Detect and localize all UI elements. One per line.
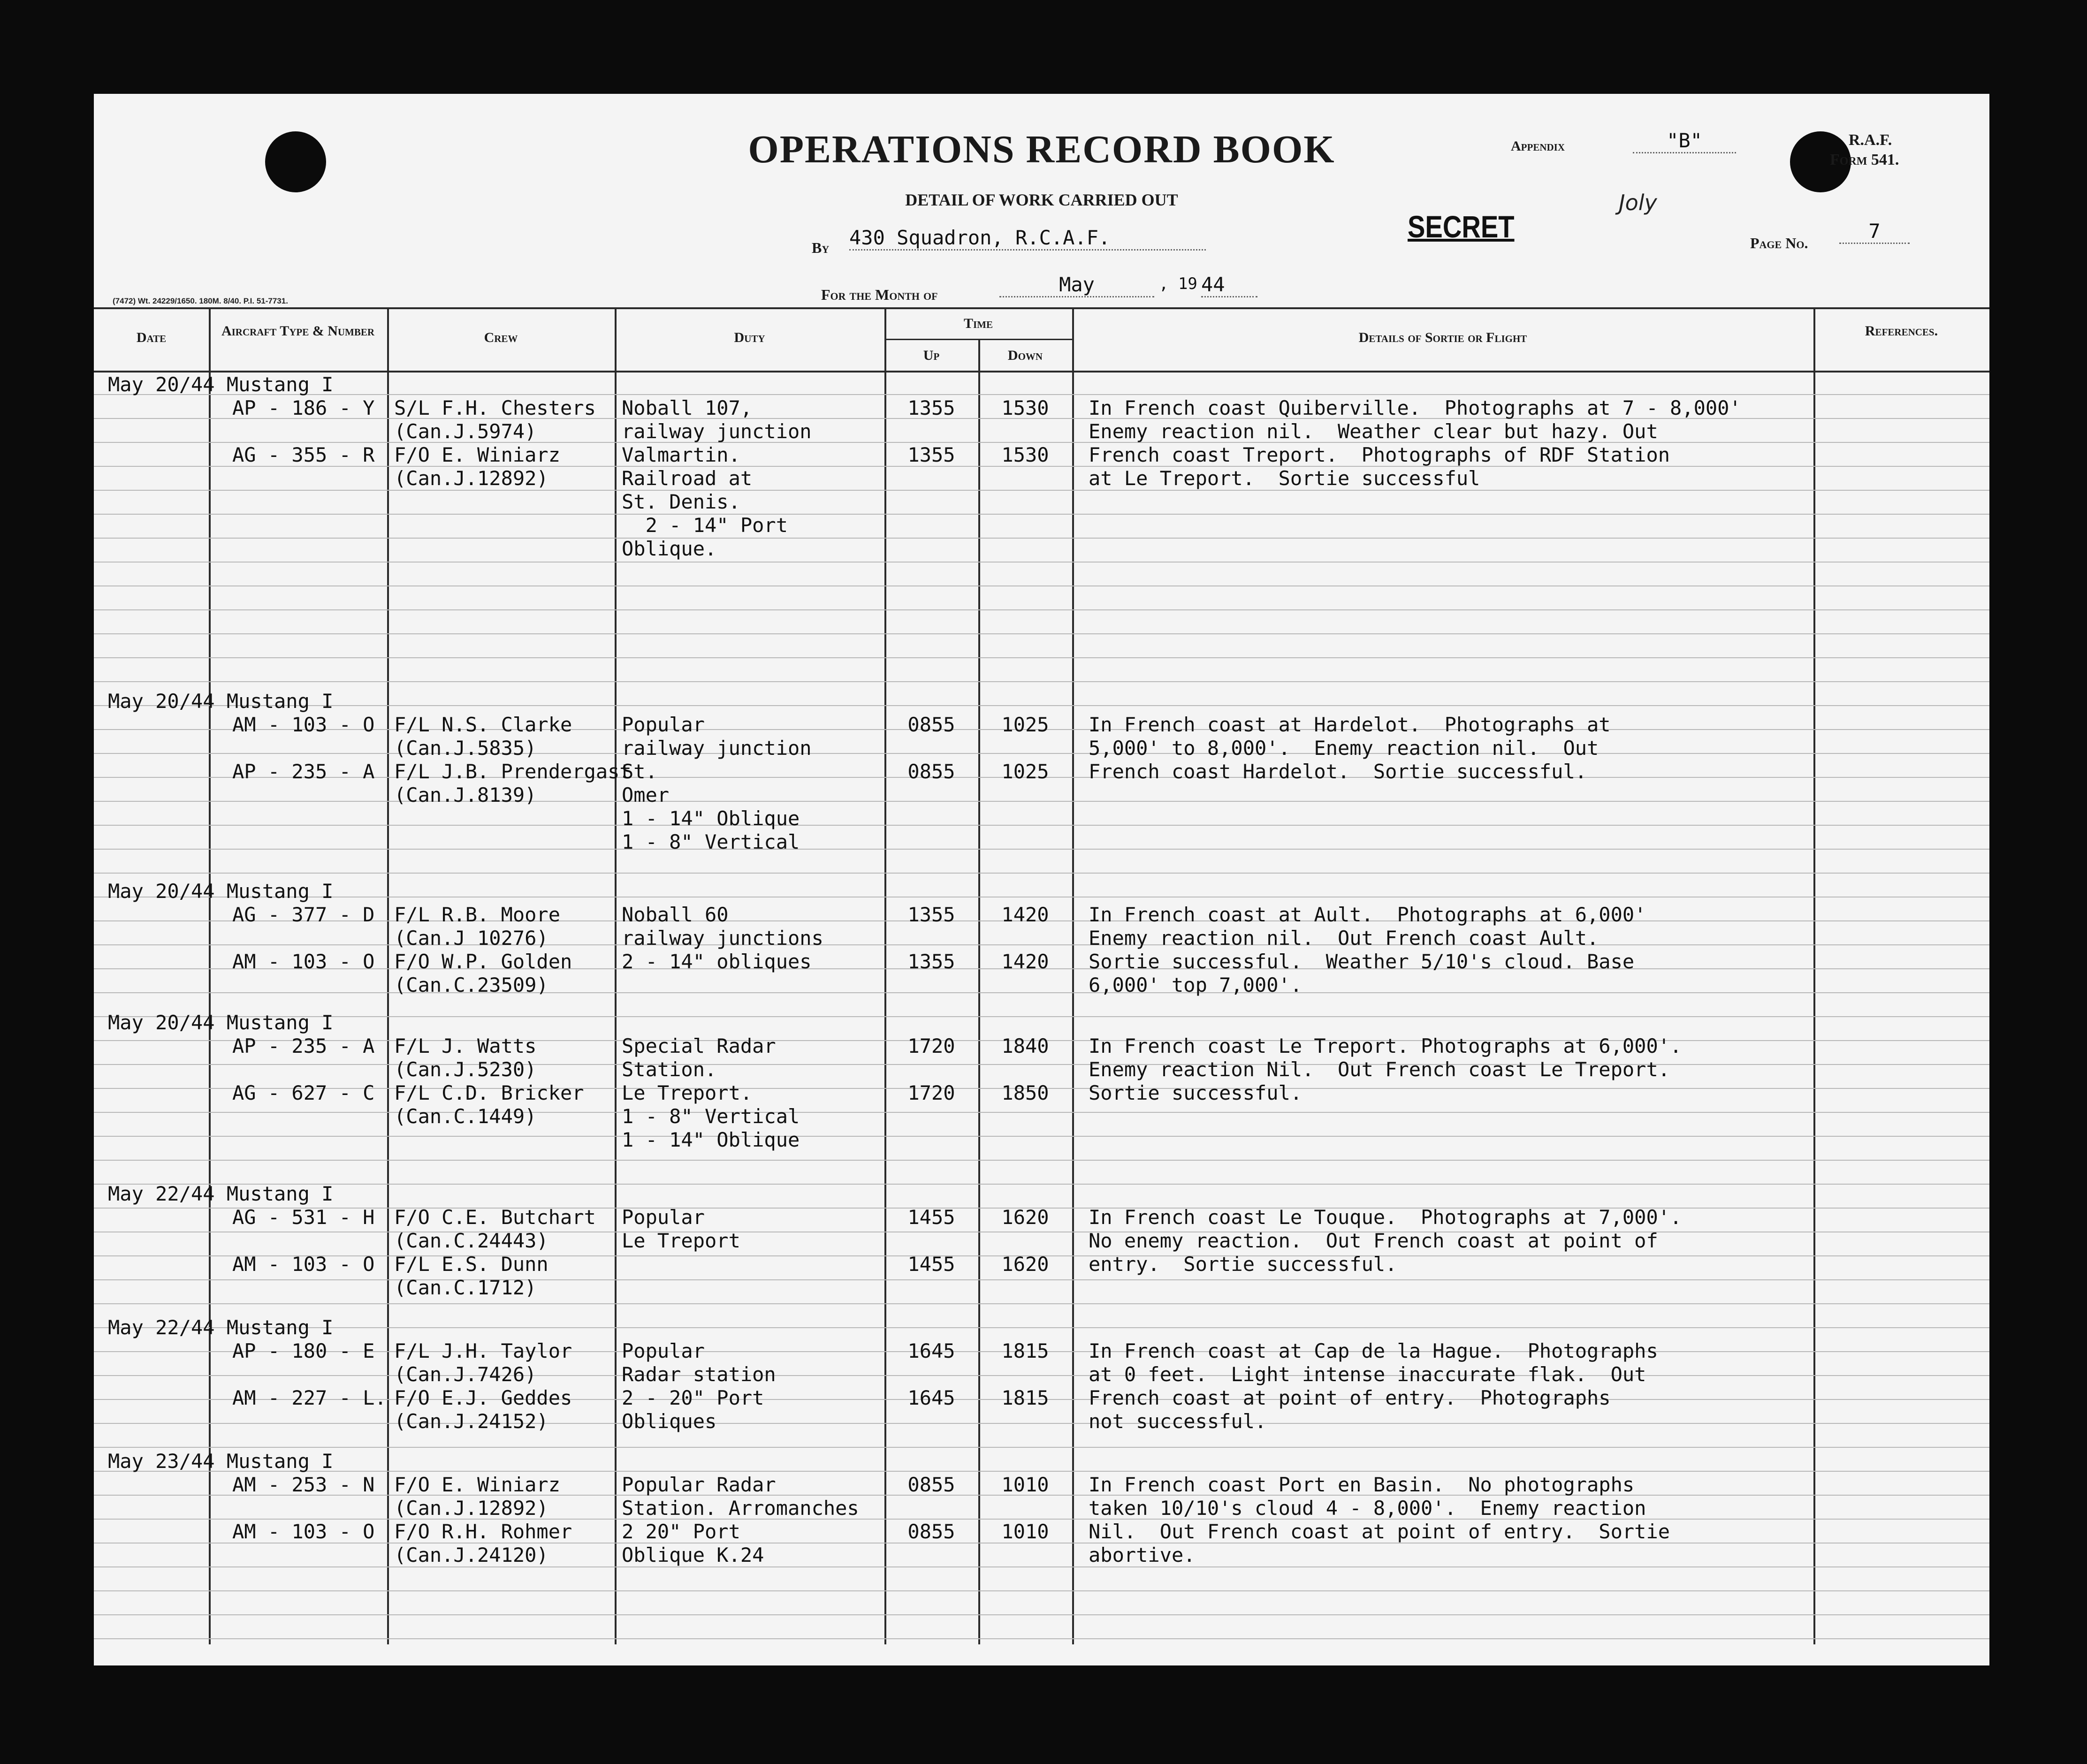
- col-divider-1: [209, 307, 211, 1644]
- col-divider-7: [1813, 307, 1815, 1644]
- duty-line: Station. Arromanches: [622, 1497, 859, 1520]
- sortie-details: In French coast Le Treport. Photographs at 6,000'.: [1089, 1034, 1682, 1057]
- appendix-value: "B": [1633, 129, 1736, 153]
- ruled-line: [94, 1016, 1989, 1017]
- sortie-details: Nil. Out French coast at point of entry. Sortie: [1089, 1520, 1670, 1543]
- sortie-details: In French coast at Cap de la Hague. Photographs: [1089, 1339, 1658, 1362]
- duty-line: 2 - 14" obliques: [622, 950, 812, 973]
- year-prefix: , 19: [1159, 274, 1197, 293]
- printer-imprint: (7472) Wt. 24229/1650. 180M. 8/40. P.I. 51-7731.: [113, 297, 288, 305]
- crew-member: F/L R.B. Moore: [394, 903, 561, 926]
- duty-line: Popular: [622, 1339, 705, 1362]
- ruled-line: [94, 1064, 1989, 1065]
- crew-member: F/O E. Winiarz: [394, 1473, 561, 1496]
- duty-line: Popular: [622, 713, 705, 736]
- time-up: 1645: [907, 1339, 955, 1362]
- time-up: 0855: [907, 1473, 955, 1496]
- time-down: 1815: [1001, 1386, 1049, 1409]
- duty-line: Railroad at: [622, 467, 753, 490]
- ruled-line: [94, 562, 1989, 563]
- time-up: 1355: [907, 950, 955, 973]
- secret-stamp: SECRET: [1408, 209, 1515, 244]
- ruled-line: [94, 753, 1989, 754]
- crew-member: (Can.J.12892): [394, 467, 548, 490]
- duty-line: 1 - 14" Oblique: [622, 1128, 800, 1151]
- ruled-line: [94, 1327, 1989, 1328]
- sortie-details: at Le Treport. Sortie successful: [1089, 467, 1480, 490]
- aircraft-number: AG - 355 - R: [232, 443, 375, 466]
- entry-date-line: May 23/44 Mustang I: [108, 1450, 334, 1473]
- sortie-details: at 0 feet. Light intense inaccurate flak. Out: [1089, 1363, 1646, 1386]
- page-title: OPERATIONS RECORD BOOK: [748, 128, 1335, 171]
- col-header-references: References.: [1865, 323, 1938, 339]
- duty-line: St. Denis.: [622, 490, 740, 513]
- col-header-date: Date: [136, 330, 167, 345]
- time-down: 1530: [1001, 396, 1049, 419]
- crew-member: F/O R.H. Rohmer: [394, 1520, 572, 1543]
- crew-member: (Can.J.5835): [394, 737, 537, 760]
- month-value: May: [999, 273, 1154, 297]
- time-down: 1815: [1001, 1339, 1049, 1362]
- crew-member: F/L J. Watts: [394, 1034, 537, 1057]
- time-down: 1620: [1001, 1206, 1049, 1229]
- crew-member: (Can.J.8139): [394, 783, 537, 806]
- aircraft-number: AM - 227 - L.: [232, 1386, 387, 1409]
- ruled-line: [94, 1471, 1989, 1472]
- time-down: 1840: [1001, 1034, 1049, 1057]
- time-down: 1025: [1001, 760, 1049, 783]
- crew-member: (Can.J.7426): [394, 1363, 537, 1386]
- sortie-details: French coast at point of entry. Photographs: [1089, 1386, 1611, 1409]
- col-header-crew: Crew: [484, 330, 518, 345]
- duty-line: Obliques: [622, 1410, 717, 1433]
- ruled-line: [94, 1112, 1989, 1113]
- aircraft-number: AP - 186 - Y: [232, 396, 375, 419]
- ruled-line: [94, 873, 1989, 874]
- duty-line: 1 - 8" Vertical: [622, 1105, 800, 1128]
- crew-member: (Can.J 10276): [394, 927, 548, 950]
- crew-member: F/L E.S. Dunn: [394, 1253, 548, 1276]
- page-number-value: 7: [1839, 220, 1910, 244]
- header-bottom-rule: [94, 371, 1989, 373]
- duty-line: St.: [622, 760, 657, 783]
- aircraft-number: AG - 377 - D: [232, 903, 375, 926]
- col-divider-6: [1072, 307, 1074, 1644]
- form-line-1: R.A.F.: [1849, 131, 1892, 149]
- ruled-line: [94, 992, 1989, 993]
- aircraft-number: AP - 235 - A: [232, 1034, 375, 1057]
- sortie-details: In French coast Quiberville. Photographs at 7 - 8,000': [1089, 396, 1741, 419]
- crew-member: (Can.J.5974): [394, 420, 537, 443]
- sortie-details: Sortie successful.: [1089, 1081, 1302, 1104]
- crew-member: (Can.C.1449): [394, 1105, 537, 1128]
- crew-member: F/O C.E. Butchart: [394, 1206, 596, 1229]
- time-down: 1620: [1001, 1253, 1049, 1276]
- time-up: 0855: [907, 713, 955, 736]
- ruled-line: [94, 1566, 1989, 1567]
- handwritten-initials: Joly: [1619, 190, 1657, 215]
- duty-line: 2 - 14" Port: [622, 514, 788, 537]
- ruled-line: [94, 442, 1989, 443]
- ruled-line: [94, 514, 1989, 515]
- sortie-details: abortive.: [1089, 1544, 1196, 1566]
- duty-line: 1 - 14" Oblique: [622, 807, 800, 830]
- ruled-line: [94, 1590, 1989, 1591]
- duty-line: railway junction: [622, 420, 812, 443]
- sortie-details: taken 10/10's cloud 4 - 8,000'. Enemy reaction: [1089, 1497, 1646, 1520]
- entry-date-line: May 20/44 Mustang I: [108, 880, 334, 903]
- subtitle: DETAIL OF WORK CARRIED OUT: [905, 190, 1178, 209]
- ruled-line: [94, 1160, 1989, 1161]
- crew-member: F/O E.J. Geddes: [394, 1386, 572, 1409]
- aircraft-number: AG - 627 - C: [232, 1081, 375, 1104]
- ruled-line: [94, 538, 1989, 539]
- time-down: 1025: [1001, 713, 1049, 736]
- aircraft-number: AG - 531 - H: [232, 1206, 375, 1229]
- duty-line: railway junction: [622, 737, 812, 760]
- time-up: 1720: [907, 1081, 955, 1104]
- duty-line: Le Treport: [622, 1229, 740, 1252]
- duty-line: Popular: [622, 1206, 705, 1229]
- crew-member: (Can.C.1712): [394, 1276, 537, 1299]
- ruled-line: [94, 585, 1989, 586]
- duty-line: Station.: [622, 1058, 717, 1081]
- ruled-line: [94, 1519, 1989, 1520]
- duty-line: Omer: [622, 783, 670, 806]
- ruled-line: [94, 394, 1989, 395]
- sortie-details: Enemy reaction Nil. Out French coast Le Treport.: [1089, 1058, 1670, 1081]
- sortie-details: In French coast Le Touque. Photographs at 7,000'.: [1089, 1206, 1682, 1229]
- col-divider-3: [615, 307, 617, 1644]
- time-up: 1720: [907, 1034, 955, 1057]
- aircraft-number: AM - 103 - O: [232, 1520, 375, 1543]
- aircraft-number: AM - 103 - O: [232, 713, 375, 736]
- duty-line: Special Radar: [622, 1034, 776, 1057]
- sortie-details: Sortie successful. Weather 5/10's cloud. Base: [1089, 950, 1635, 973]
- col-header-duty: Duty: [734, 330, 765, 345]
- sortie-details: French coast Treport. Photographs of RDF Station: [1089, 443, 1670, 466]
- sortie-details: In French coast at Ault. Photographs at 6,000': [1089, 903, 1646, 926]
- time-down: 1010: [1001, 1520, 1049, 1543]
- record-sheet: [94, 94, 1989, 1665]
- time-up: 1355: [907, 903, 955, 926]
- page-number-label: Page No.: [1750, 235, 1808, 251]
- sortie-details: entry. Sortie successful.: [1089, 1253, 1397, 1276]
- time-up: 1455: [907, 1253, 955, 1276]
- crew-member: (Can.C.24443): [394, 1229, 548, 1252]
- time-up: 0855: [907, 760, 955, 783]
- crew-member: F/O E. Winiarz: [394, 443, 561, 466]
- ruled-line: [94, 705, 1989, 706]
- time-up: 1455: [907, 1206, 955, 1229]
- crew-member: F/L C.D. Bricker: [394, 1081, 584, 1104]
- crew-member: (Can.J.12892): [394, 1497, 548, 1520]
- entry-date-line: May 20/44 Mustang I: [108, 373, 334, 396]
- ruled-line: [94, 1303, 1989, 1304]
- duty-line: 2 20" Port: [622, 1520, 740, 1543]
- aircraft-number: AM - 103 - O: [232, 1253, 375, 1276]
- ruled-line: [94, 1638, 1989, 1639]
- ruled-line: [94, 657, 1989, 658]
- time-down: 1420: [1001, 950, 1049, 973]
- duty-line: Noball 60: [622, 903, 729, 926]
- form-line-2: Form 541.: [1830, 151, 1899, 168]
- sortie-details: In French coast Port en Basin. No photographs: [1089, 1473, 1635, 1496]
- duty-line: Oblique K.24: [622, 1544, 764, 1566]
- crew-member: F/O W.P. Golden: [394, 950, 572, 973]
- sortie-details: No enemy reaction. Out French coast at point of: [1089, 1229, 1658, 1252]
- aircraft-number: AM - 103 - O: [232, 950, 375, 973]
- crew-member: S/L F.H. Chesters: [394, 396, 596, 419]
- crew-member: (Can.C.23509): [394, 973, 548, 996]
- time-up: 1355: [907, 396, 955, 419]
- time-down: 1530: [1001, 443, 1049, 466]
- time-up: 1355: [907, 443, 955, 466]
- crew-member: (Can.J.5230): [394, 1058, 537, 1081]
- ruled-line: [94, 1423, 1989, 1424]
- crew-member: (Can.J.24152): [394, 1410, 548, 1433]
- ruled-line: [94, 633, 1989, 634]
- sortie-details: Enemy reaction nil. Weather clear but hazy. Out: [1089, 420, 1658, 443]
- sortie-details: 6,000' top 7,000'.: [1089, 973, 1302, 996]
- col-header-up: Up: [923, 348, 940, 363]
- col-divider-2: [387, 307, 389, 1644]
- ruled-line: [94, 609, 1989, 610]
- sortie-details: Enemy reaction nil. Out French coast Ault.: [1089, 927, 1599, 950]
- time-up: 0855: [907, 1520, 955, 1543]
- ruled-line: [94, 1184, 1989, 1185]
- entry-date-line: May 20/44 Mustang I: [108, 690, 334, 713]
- aircraft-number: AM - 253 - N: [232, 1473, 375, 1496]
- crew-member: F/L N.S. Clarke: [394, 713, 572, 736]
- duty-line: railway junctions: [622, 927, 823, 950]
- sortie-details: 5,000' to 8,000'. Enemy reaction nil. Out: [1089, 737, 1599, 760]
- ruled-line: [94, 1614, 1989, 1615]
- appendix-label: Appendix: [1511, 138, 1565, 154]
- aircraft-number: AP - 235 - A: [232, 760, 375, 783]
- col-divider-4: [884, 307, 886, 1644]
- time-down: 1010: [1001, 1473, 1049, 1496]
- entry-date-line: May 22/44 Mustang I: [108, 1316, 334, 1339]
- ruled-line: [94, 801, 1989, 802]
- duty-line: Popular Radar: [622, 1473, 776, 1496]
- ruled-line: [94, 825, 1989, 826]
- col-header-time: Time: [963, 316, 993, 331]
- sortie-details: French coast Hardelot. Sortie successful.: [1089, 760, 1587, 783]
- ruled-line: [94, 944, 1989, 945]
- year-value: 44: [1201, 273, 1257, 297]
- ruled-line: [94, 1375, 1989, 1376]
- crew-member: (Can.J.24120): [394, 1544, 548, 1566]
- ruled-line: [94, 849, 1989, 850]
- ruled-line: [94, 1447, 1989, 1448]
- col-header-details: Details of Sortie or Flight: [1358, 330, 1527, 345]
- sortie-details: not successful.: [1089, 1410, 1267, 1433]
- sortie-details: In French coast at Hardelot. Photographs at: [1089, 713, 1611, 736]
- duty-line: Noball 107,: [622, 396, 753, 419]
- duty-line: Valmartin.: [622, 443, 740, 466]
- crew-member: F/L J.B. Prendergast: [394, 760, 632, 783]
- time-up: 1645: [907, 1386, 955, 1409]
- crew-member: F/L J.H. Taylor: [394, 1339, 572, 1362]
- duty-line: 2 - 20" Port: [622, 1386, 764, 1409]
- time-down: 1850: [1001, 1081, 1049, 1104]
- duty-line: Oblique.: [622, 537, 717, 560]
- entry-date-line: May 20/44 Mustang I: [108, 1011, 334, 1034]
- ruled-line: [94, 490, 1989, 491]
- col-header-aircraft: Aircraft Type & Number: [221, 323, 375, 339]
- aircraft-number: AP - 180 - E: [232, 1339, 375, 1362]
- month-label: For the Month of: [821, 286, 938, 303]
- duty-line: Radar station: [622, 1363, 776, 1386]
- ruled-line: [94, 1279, 1989, 1280]
- table-top-rule: [94, 307, 1989, 309]
- by-value: 430 Squadron, R.C.A.F.: [849, 226, 1206, 251]
- col-header-down: Down: [1007, 348, 1043, 363]
- by-label: By: [812, 239, 830, 256]
- entry-date-line: May 22/44 Mustang I: [108, 1182, 334, 1205]
- ruled-line: [94, 681, 1989, 682]
- duty-line: 1 - 8" Vertical: [622, 830, 800, 853]
- duty-line: Le Treport.: [622, 1081, 753, 1104]
- time-down: 1420: [1001, 903, 1049, 926]
- ruled-line: [94, 1136, 1989, 1137]
